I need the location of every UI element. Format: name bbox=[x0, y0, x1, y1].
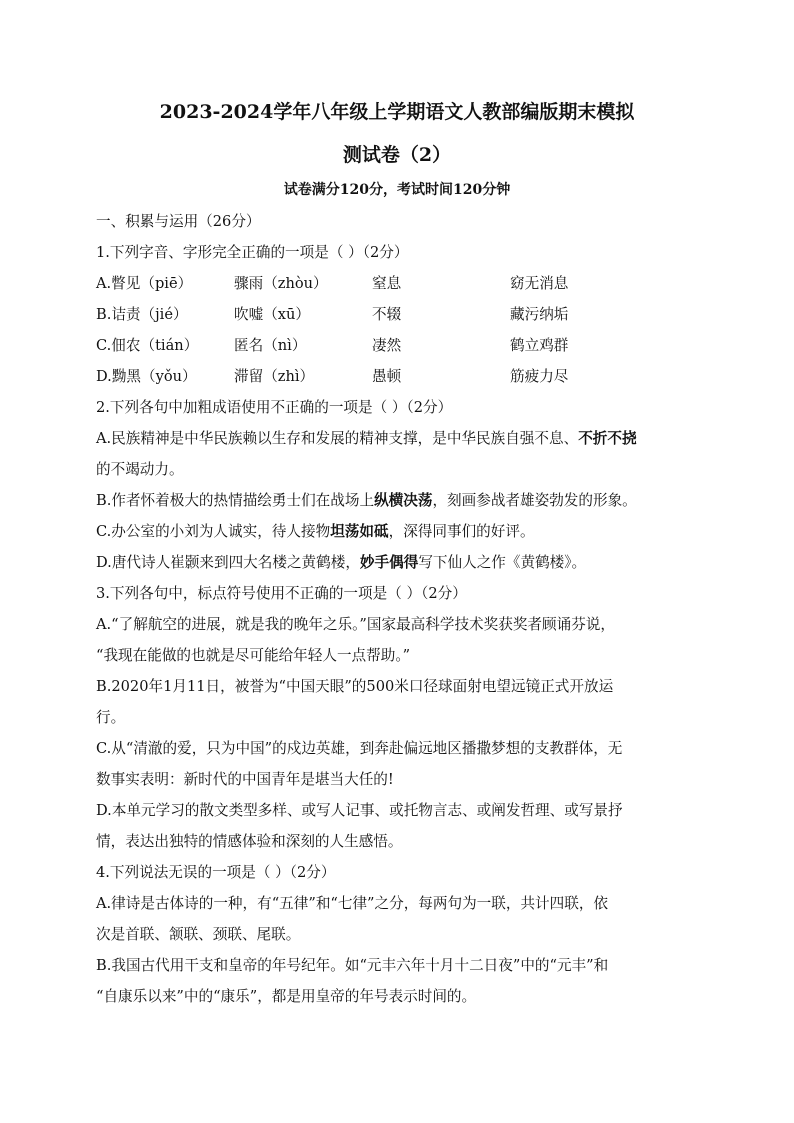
option-cell: 吹嘘（xū） bbox=[234, 306, 311, 323]
option-cell: A.瞥见（piē） bbox=[96, 275, 193, 292]
question-4-option-a-cont: 次是首联、颔联、颈联、尾联。 bbox=[96, 926, 301, 943]
bold-idiom: 坦荡如砥 bbox=[330, 523, 389, 540]
option-text: D.唐代诗人崔颢来到四大名楼之黄鹤楼， bbox=[96, 554, 360, 571]
option-cell: D.黝黑（yǒu） bbox=[96, 368, 197, 385]
question-2-option-c bbox=[96, 522, 698, 542]
question-4-stem: 4.下列说法无误的一项是（ ）（2分） bbox=[96, 864, 336, 881]
option-cell: 滞留（zhì） bbox=[234, 368, 315, 385]
question-3-option-d-cont: 情，表达出独特的情感体验和深刻的人生感悟。 bbox=[96, 833, 403, 850]
option-cell: B.诘责（jié） bbox=[96, 306, 188, 323]
option-cell: 鹤立鸡群 bbox=[510, 337, 569, 354]
option-cell: 藏污纳垢 bbox=[510, 306, 569, 323]
question-3-option-c-cont: 数事实表明：新时代的中国青年是堪当大任的! bbox=[96, 771, 394, 788]
exam-title-line1: 2023-2024学年八年级上学期语文人教部编版期末模拟 bbox=[159, 101, 635, 123]
bold-idiom: 纵横决荡 bbox=[374, 492, 433, 509]
exam-subtitle: 试卷满分120分，考试时间120分钟 bbox=[283, 182, 511, 198]
option-cell: 匿名（nì） bbox=[234, 337, 307, 354]
option-text: 写下仙人之作《黄鹤楼》。 bbox=[418, 554, 587, 571]
option-text: ，刻画参战者雄姿勃发的形象。 bbox=[432, 492, 637, 509]
exam-title-line2: 测试卷（2） bbox=[342, 144, 452, 166]
option-cell: 凄然 bbox=[372, 337, 402, 354]
option-cell: 窈无消息 bbox=[510, 275, 569, 292]
option-text: ，深得同事们的好评。 bbox=[388, 523, 535, 540]
question-2-stem: 2.下列各句中加粗成语使用不正确的一项是（ ）（2分） bbox=[96, 399, 453, 416]
option-cell: 窒息 bbox=[372, 275, 402, 292]
question-3-stem: 3.下列各句中，标点符号使用不正确的一项是（ ）（2分） bbox=[96, 585, 467, 602]
question-2-option-a-cont: 的不竭动力。 bbox=[96, 461, 184, 478]
option-cell: 愚顿 bbox=[372, 368, 402, 385]
option-text: A.民族精神是中华民族赖以生存和发展的精神支撑，是中华民族自强不息、 bbox=[96, 430, 579, 447]
question-2-option-a bbox=[96, 429, 698, 449]
question-1-stem: 1.下列字音、字形完全正确的一项是（ ）（2分） bbox=[96, 244, 409, 261]
question-3-option-a-cont: “我现在能做的也就是尽可能给年轻人一点帮助。” bbox=[96, 647, 411, 664]
question-4-option-a: A.律诗是古体诗的一种，有“五律”和“七律”之分，每两句为一联，共计四联，依 bbox=[96, 895, 609, 912]
option-cell: C.佃农（tián） bbox=[96, 337, 199, 354]
question-3-option-d: D.本单元学习的散文类型多样、或写人记事、或托物言志、或阐发哲理、或写景抒 bbox=[96, 802, 623, 819]
option-cell: 筋疲力尽 bbox=[510, 368, 569, 385]
option-cell: 骤雨（zhòu） bbox=[234, 275, 328, 292]
option-text: C.办公室的小刘为人诚实，待人接物 bbox=[96, 523, 331, 540]
bold-idiom: 不折不挠 bbox=[578, 430, 637, 447]
question-3-option-b: B.2020年1月11日，被誉为“中国天眼”的500米口径球面射电望远镜正式开放运 bbox=[96, 678, 614, 695]
question-3-option-b-cont: 行。 bbox=[96, 709, 126, 726]
question-3-option-c: C.从“清澈的爱，只为中国”的戍边英雄，到奔赴偏远地区播撒梦想的支教群体，无 bbox=[96, 740, 623, 757]
bold-idiom: 妙手偶得 bbox=[359, 554, 419, 571]
option-text: B.作者怀着极大的热情描绘勇士们在战场上 bbox=[96, 492, 375, 509]
question-4-option-b: B.我国古代用干支和皇帝的年号纪年。如“元丰六年十月十二日夜”中的“元丰”和 bbox=[96, 957, 609, 974]
question-2-option-b bbox=[96, 491, 698, 511]
question-4-option-b-cont: “自康乐以来”中的“康乐”，都是用皇帝的年号表示时间的。 bbox=[96, 988, 477, 1005]
question-3-option-a: A.“了解航空的进展，就是我的晚年之乐。”国家最高科学技术奖获奖者顾诵芬说， bbox=[96, 616, 615, 633]
section-heading: 一、积累与运用（26分） bbox=[96, 213, 261, 230]
question-2-option-d bbox=[96, 553, 698, 573]
option-cell: 不辍 bbox=[372, 306, 402, 323]
